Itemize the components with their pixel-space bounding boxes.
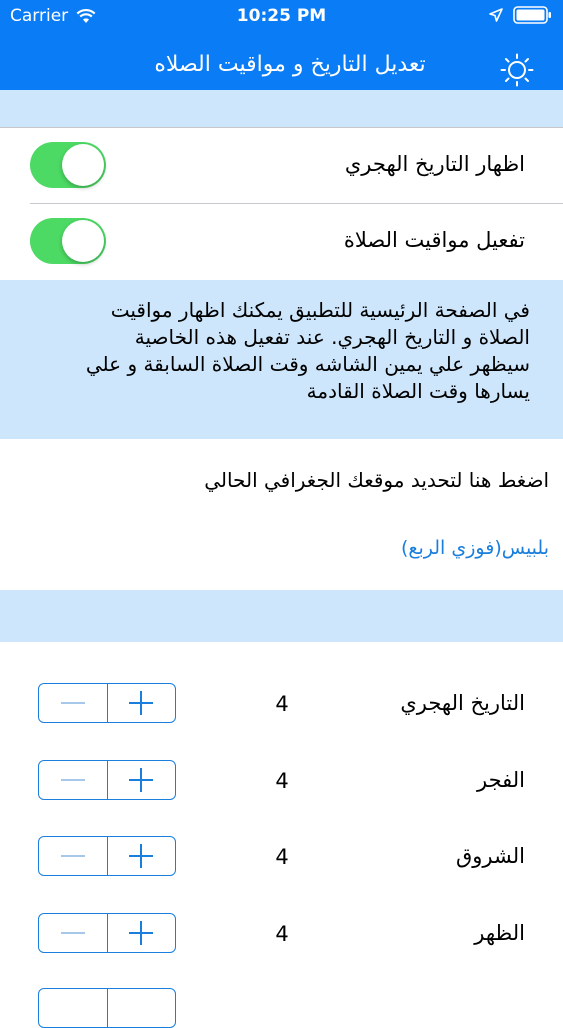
dhuhr-offset-value: 4 bbox=[275, 922, 289, 946]
offset-row-dhuhr bbox=[0, 913, 563, 955]
decrement-button[interactable] bbox=[39, 914, 108, 952]
section-header-top bbox=[0, 90, 563, 128]
location-arrow-icon bbox=[489, 8, 503, 22]
decrement-button[interactable] bbox=[39, 684, 108, 722]
increment-button[interactable] bbox=[108, 914, 176, 952]
battery-icon bbox=[513, 6, 553, 24]
hijri-offset-label: التاريخ الهجري bbox=[400, 691, 525, 715]
dhuhr-stepper[interactable] bbox=[38, 913, 176, 953]
hijri-toggle-label: اظهار التاريخ الهجري bbox=[344, 152, 525, 176]
sun-icon bbox=[500, 53, 534, 87]
hijri-date-toggle[interactable] bbox=[30, 142, 106, 188]
plus-icon bbox=[129, 844, 153, 868]
offset-row-shorouk bbox=[0, 836, 563, 878]
prayer-times-toggle[interactable] bbox=[30, 218, 106, 264]
current-location-value: بلبيس(فوزي الربع) bbox=[400, 537, 549, 559]
offset-row-fajr bbox=[0, 760, 563, 802]
shorouk-offset-label: الشروق bbox=[456, 844, 525, 868]
section-header-offsets bbox=[0, 590, 563, 642]
page-title: تعديل التاريخ و مواقيت الصلاه bbox=[154, 52, 426, 77]
minus-icon bbox=[61, 701, 85, 705]
increment-button[interactable] bbox=[108, 761, 176, 799]
next-stepper-partial[interactable] bbox=[38, 988, 176, 1028]
offset-row-hijri bbox=[0, 683, 563, 725]
increment-button[interactable] bbox=[108, 989, 176, 1027]
status-time: 10:25 PM bbox=[236, 6, 327, 26]
plus-icon bbox=[129, 691, 153, 715]
decrement-button[interactable] bbox=[39, 837, 108, 875]
hijri-offset-value: 4 bbox=[275, 692, 289, 716]
info-line: الصلاة و التاريخ الهجري. عند تفعيل هذه الخاصية bbox=[134, 325, 530, 349]
toggle-row-prayer bbox=[0, 204, 563, 280]
info-line: يسارها وقت الصلاة القادمة bbox=[306, 379, 530, 403]
minus-icon bbox=[61, 778, 85, 782]
toggle-row-hijri bbox=[0, 128, 563, 204]
shorouk-stepper[interactable] bbox=[38, 836, 176, 876]
increment-button[interactable] bbox=[108, 684, 176, 722]
carrier-label: Carrier bbox=[10, 6, 69, 26]
hijri-stepper[interactable] bbox=[38, 683, 176, 723]
fajr-offset-value: 4 bbox=[275, 769, 289, 793]
minus-icon bbox=[61, 931, 85, 935]
info-line: في الصفحة الرئيسية للتطبيق يمكنك اظهار مواقيت bbox=[110, 298, 530, 322]
plus-icon bbox=[129, 921, 153, 945]
prayer-toggle-label: تفعيل مواقيت الصلاة bbox=[343, 228, 525, 252]
minus-icon bbox=[61, 854, 85, 858]
shorouk-offset-value: 4 bbox=[275, 845, 289, 869]
theme-button[interactable] bbox=[500, 53, 534, 87]
info-line: سيظهر علي يمين الشاشه وقت الصلاة السابقة و علي bbox=[85, 352, 530, 376]
fajr-offset-label: الفجر bbox=[477, 768, 525, 792]
info-text bbox=[30, 297, 530, 405]
increment-button[interactable] bbox=[108, 837, 176, 875]
dhuhr-offset-label: الظهر bbox=[474, 921, 525, 945]
status-right-group bbox=[489, 6, 553, 24]
detect-location-button[interactable]: اضغط هنا لتحديد موقعك الجغرافي الحالي bbox=[204, 468, 549, 492]
header bbox=[0, 0, 563, 90]
plus-icon bbox=[129, 768, 153, 792]
fajr-stepper[interactable] bbox=[38, 760, 176, 800]
decrement-button[interactable] bbox=[39, 761, 108, 799]
decrement-button[interactable] bbox=[39, 989, 108, 1027]
